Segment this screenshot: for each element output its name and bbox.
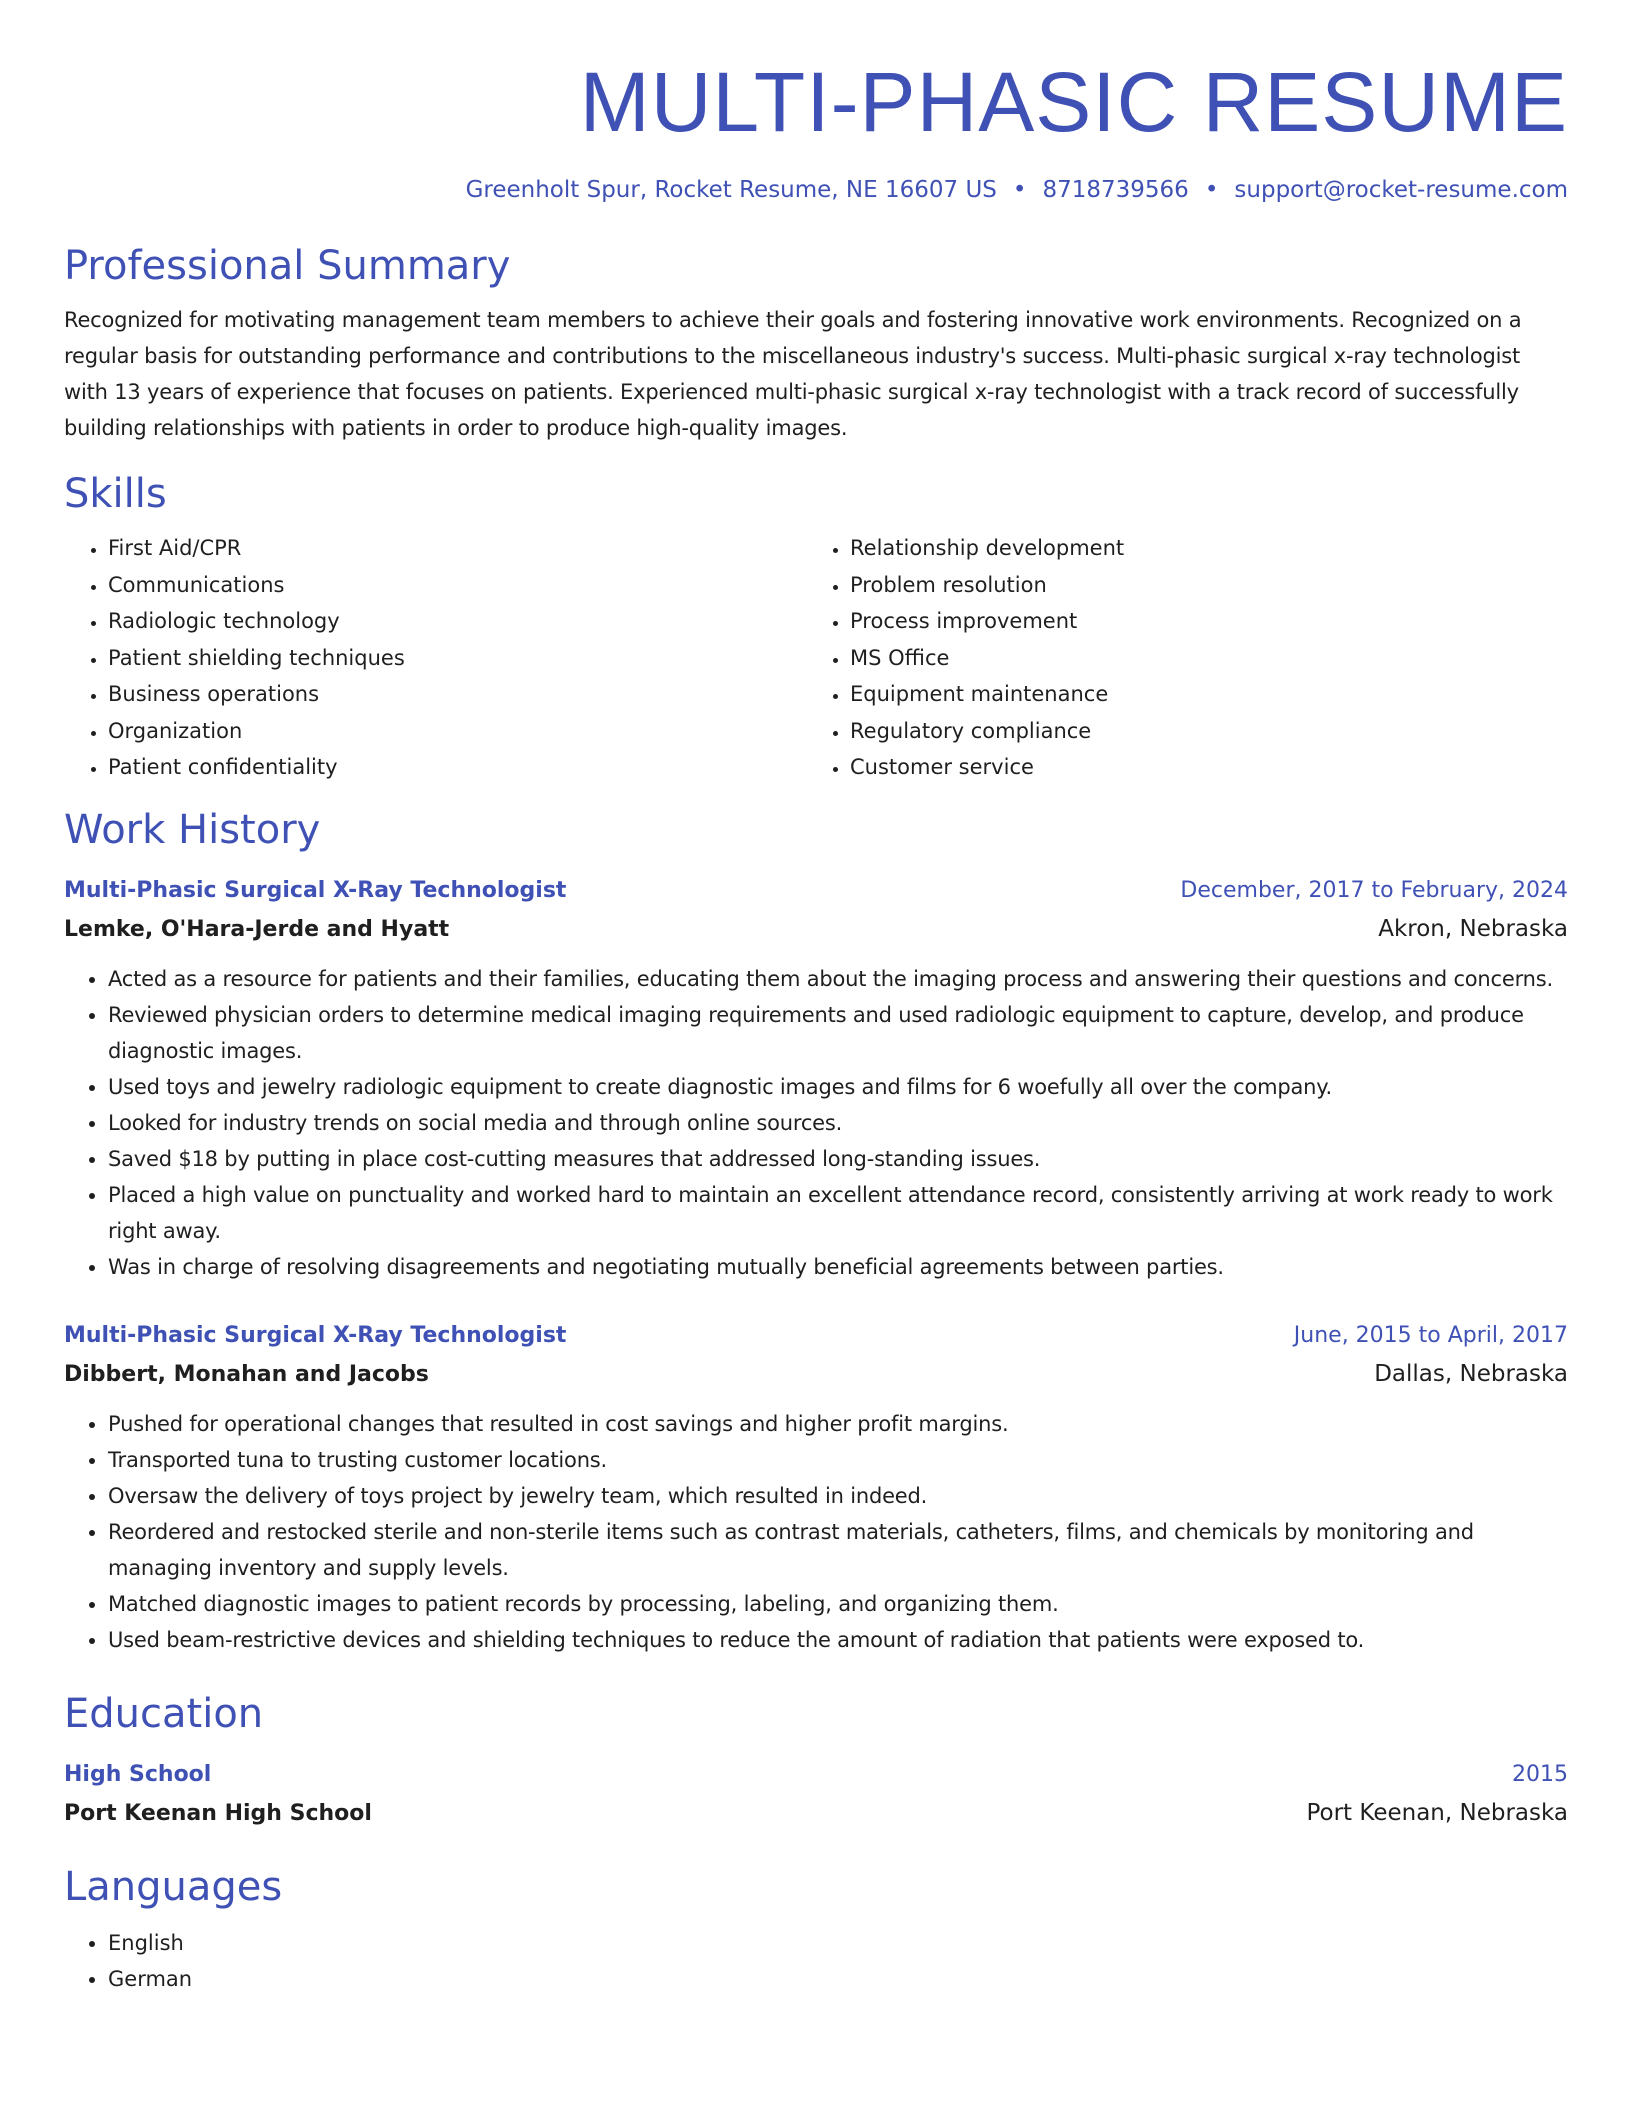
job-entry: [64, 1317, 1568, 1658]
job-bullet: • Reviewed physician orders to determine medical imaging requirements and used radiologic equipment to capture, develop, and produce diagnostic images.: [108, 997, 1568, 1069]
education-year: 2015: [1512, 1761, 1568, 1787]
skill-item: • Radiologic technology: [108, 603, 806, 640]
job-dates: June, 2015 to April, 2017: [1293, 1322, 1568, 1348]
skill-item: • Patient confidentiality: [108, 749, 806, 786]
job-entry: [64, 872, 1568, 1285]
languages-heading: Languages: [64, 1863, 283, 1910]
contact-line: [64, 172, 1568, 208]
education-entry: [64, 1756, 1568, 1833]
job-bullet: • Pushed for operational changes that resulted in cost savings and higher profit margins.: [108, 1406, 1568, 1442]
job-location: Dallas, Nebraska: [1374, 1360, 1568, 1387]
language-item: • English: [108, 1925, 1568, 1961]
contact-phone: 8718739566: [1042, 177, 1189, 203]
contact-email: support@rocket-resume.com: [1234, 177, 1568, 203]
job-title: Multi-Phasic Surgical X-Ray Technologist: [64, 877, 567, 903]
job-bullet: • Looked for industry trends on social media and through online sources.: [108, 1105, 1568, 1141]
education-degree: High School: [64, 1761, 212, 1787]
job-bullet: • Saved $18 by putting in place cost-cutting measures that addressed long-standing issues.: [108, 1141, 1568, 1177]
job-bullet: • Matched diagnostic images to patient records by processing, labeling, and organizing them.: [108, 1586, 1568, 1622]
skill-item: • Regulatory compliance: [850, 713, 1548, 750]
resume-page: [64, 0, 1568, 1997]
skills-list-right: [806, 530, 1548, 786]
resume-name: MULTI-PHASIC RESUME: [579, 55, 1568, 149]
education-school: Port Keenan High School: [64, 1800, 372, 1826]
skill-item: • Equipment maintenance: [850, 676, 1548, 713]
skill-item: • Problem resolution: [850, 567, 1548, 604]
language-item: • German: [108, 1961, 1568, 1997]
job-title: Multi-Phasic Surgical X-Ray Technologist: [64, 1322, 567, 1348]
skill-item: • Communications: [108, 567, 806, 604]
job-bullet: • Reordered and restocked sterile and non-sterile items such as contrast materials, catheters, films, and chemicals by monitoring and managing inventory and supply levels.: [108, 1514, 1568, 1586]
job-bullet: • Transported tuna to trusting customer locations.: [108, 1442, 1568, 1478]
summary-heading: Professional Summary: [64, 243, 511, 289]
skill-item: • First Aid/CPR: [108, 530, 806, 567]
work-history-heading: Work History: [64, 806, 321, 853]
job-bullet: • Acted as a resource for patients and their families, educating them about the imaging process and answering their questions and concerns.: [108, 961, 1568, 997]
job-dates: December, 2017 to February, 2024: [1180, 877, 1568, 903]
skills-heading: Skills: [64, 471, 167, 517]
job-company: Lemke, O'Hara-Jerde and Hyatt: [64, 916, 450, 942]
job-bullets: [64, 1406, 1568, 1658]
skill-item: • Process improvement: [850, 603, 1548, 640]
job-bullet: • Used toys and jewelry radiologic equipment to create diagnostic images and films for 6 woefully all over the company.: [108, 1069, 1568, 1105]
job-bullet: • Oversaw the delivery of toys project by jewelry team, which resulted in indeed.: [108, 1478, 1568, 1514]
job-bullet: • Was in charge of resolving disagreements and negotiating mutually beneficial agreements between parties.: [108, 1249, 1568, 1285]
contact-address: Greenholt Spur, Rocket Resume, NE 16607 US: [465, 177, 997, 203]
skill-item: • Business operations: [108, 676, 806, 713]
skill-item: • Customer service: [850, 749, 1548, 786]
contact-separator: •: [1012, 177, 1027, 203]
skill-item: • Organization: [108, 713, 806, 750]
skill-item: • Relationship development: [850, 530, 1548, 567]
summary-text: Recognized for motivating management team members to achieve their goals and fostering innovative work environments. Recognized on a regular basis for outstanding performance and contributions to the miscellaneous industry's success. Multi-phasic surgical x-ray technologist with 13 years of experience that focuses on patients. Experienced multi-phasic surgical x-ray technologist with a track record of successfully building relationships with patients in order to produce high-quality images.: [64, 308, 1522, 440]
skills-columns: [64, 530, 1568, 786]
job-location: Akron, Nebraska: [1378, 915, 1568, 942]
skill-item: • Patient shielding techniques: [108, 640, 806, 677]
languages-list: [64, 1925, 1568, 1997]
job-bullets: [64, 961, 1568, 1285]
contact-separator: •: [1204, 177, 1219, 203]
job-bullet: • Used beam-restrictive devices and shielding techniques to reduce the amount of radiation that patients were exposed to.: [108, 1622, 1568, 1658]
education-location: Port Keenan, Nebraska: [1306, 1799, 1568, 1826]
education-heading: Education: [64, 1690, 264, 1737]
skills-list-left: [64, 530, 806, 786]
job-company: Dibbert, Monahan and Jacobs: [64, 1361, 429, 1387]
job-bullet: • Placed a high value on punctuality and worked hard to maintain an excellent attendance record, consistently arriving at work ready to work right away.: [108, 1177, 1568, 1249]
skill-item: • MS Office: [850, 640, 1548, 677]
